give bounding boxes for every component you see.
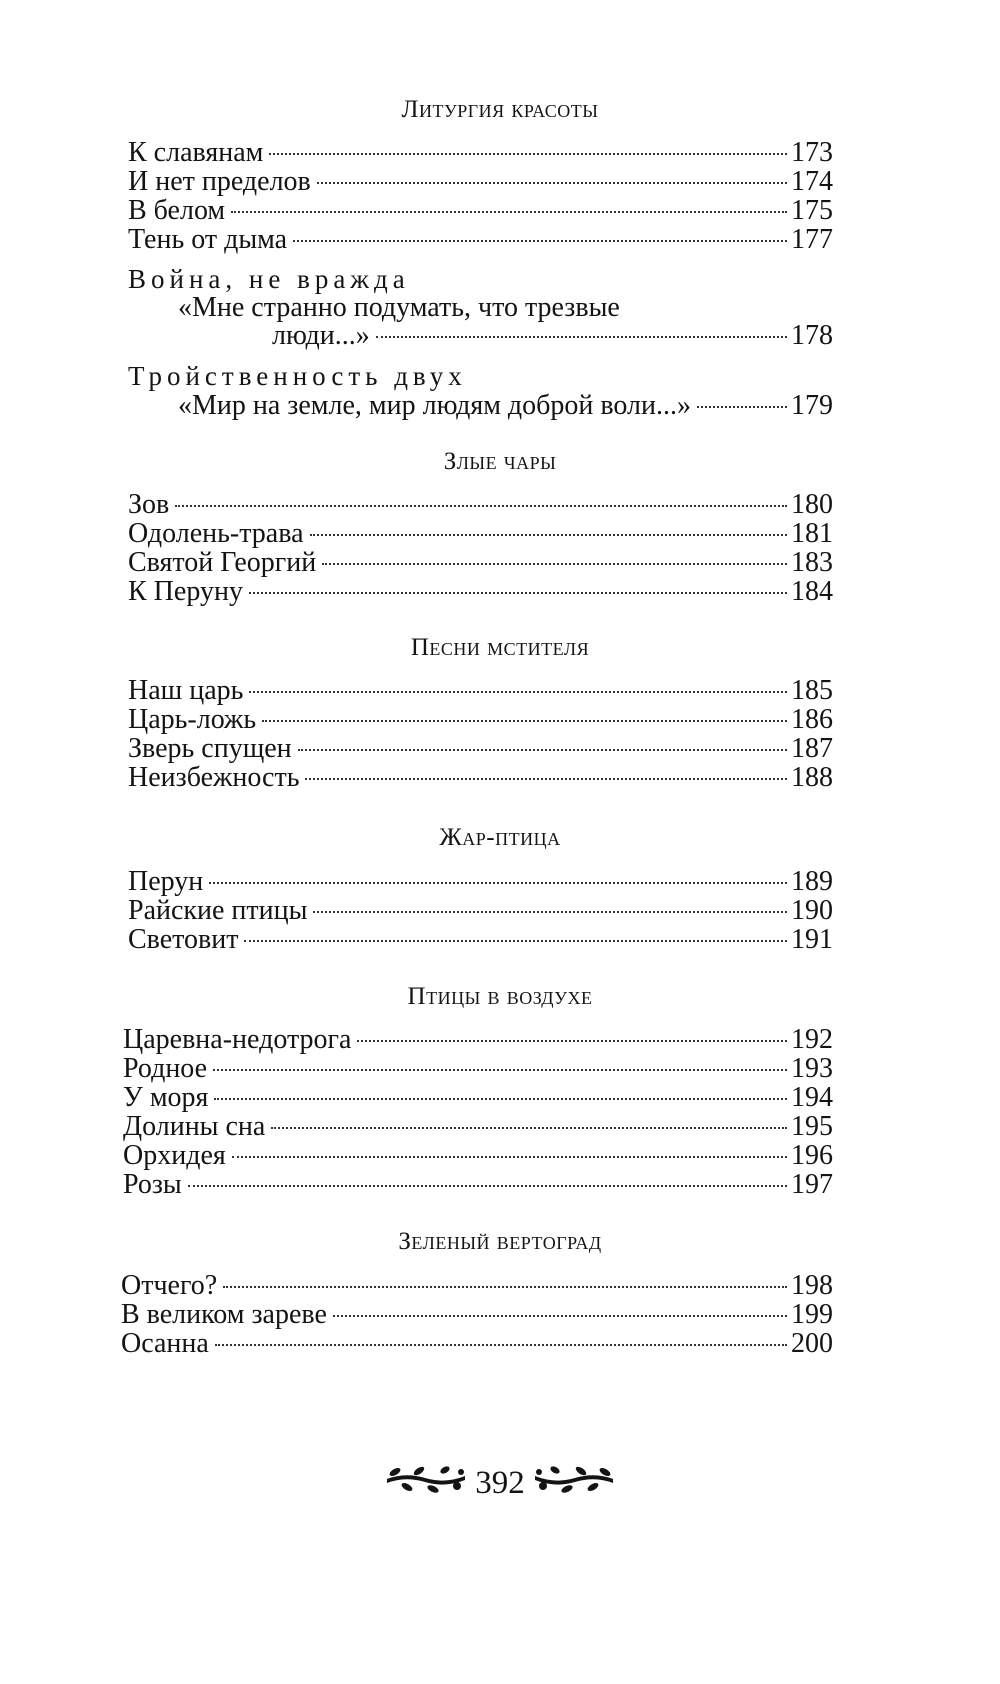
entry-title: И нет пределов (128, 166, 311, 197)
group-heading: Тройственность двух (128, 361, 467, 391)
toc-entry (128, 895, 833, 926)
toc-entry (123, 1053, 833, 1084)
toc-entry (121, 1270, 833, 1301)
toc-entry (128, 195, 833, 226)
entry-title: Орхидея (123, 1140, 226, 1171)
dot-leader (175, 505, 787, 507)
entry-title: Осанна (121, 1328, 209, 1359)
entry-title: Розы (123, 1169, 182, 1200)
toc-entry (128, 166, 833, 197)
entry-title: Святой Георгий (128, 547, 317, 578)
dot-leader (310, 534, 788, 536)
dot-leader (209, 882, 787, 884)
entry-page: 191 (791, 924, 833, 955)
toc-entry (123, 1024, 833, 1055)
entry-page: 193 (791, 1053, 833, 1084)
toc-entry (128, 866, 833, 897)
entry-page: 173 (791, 137, 833, 168)
entry-page: 185 (791, 675, 833, 706)
dot-leader (232, 1156, 787, 1158)
dot-leader (231, 211, 787, 213)
toc-entry (128, 137, 833, 168)
dot-leader (293, 240, 787, 242)
entry-page: 195 (791, 1111, 833, 1142)
poem-first-line: «Мне странно подумать, что трезвые (178, 292, 620, 323)
section-title: Песни мстителя (410, 634, 590, 661)
dot-leader (214, 1098, 787, 1100)
entry-title: Тень от дыма (128, 224, 288, 255)
entry-page: 189 (791, 866, 833, 897)
entry-page: 199 (791, 1299, 833, 1330)
entry-title: Зов (128, 489, 170, 520)
dot-leader (249, 691, 787, 693)
toc-entry (128, 518, 833, 549)
toc-entry (123, 1169, 833, 1200)
toc-entry (128, 489, 833, 520)
section-title: Литургия красоты (401, 96, 599, 123)
entry-title: Царевна-недотрога (123, 1024, 352, 1055)
entry-title: У моря (123, 1082, 209, 1113)
entry-title: Световит (128, 924, 239, 955)
entry-title: Неизбежность (128, 762, 300, 793)
entry-page: 197 (791, 1169, 833, 1200)
toc-entry (128, 733, 833, 764)
section-title: Зеленый вертоград (398, 1228, 602, 1255)
entry-title: Наш царь (128, 675, 244, 706)
entry-page: 190 (791, 895, 833, 926)
entry-page: 178 (791, 320, 833, 351)
dot-leader (271, 1127, 787, 1129)
entry-page: 184 (791, 576, 833, 607)
toc-entry (128, 675, 833, 706)
floral-ornament-left-icon (385, 1462, 467, 1505)
section-title: Птицы в воздухе (407, 983, 593, 1010)
entry-page: 177 (791, 224, 833, 255)
entry-title: Одолень-трава (128, 518, 304, 549)
entry-page: 198 (791, 1270, 833, 1301)
entry-page: 180 (791, 489, 833, 520)
floral-ornament-right-icon (533, 1462, 615, 1505)
toc-entry (128, 762, 833, 793)
dot-leader (213, 1069, 787, 1071)
dot-leader (357, 1040, 787, 1042)
dot-leader (269, 153, 787, 155)
dot-leader (244, 940, 787, 942)
entry-title: «Мир на земле, мир людям доброй воли...» (178, 390, 692, 421)
entry-title: Долины сна (123, 1111, 266, 1142)
entry-title: люди...» (272, 320, 370, 351)
entry-title: Перун (128, 866, 204, 897)
group-heading: Война, не вражда (128, 264, 410, 294)
dot-leader (697, 406, 787, 408)
section-title: Злые чары (443, 448, 557, 475)
toc-entry (128, 576, 833, 607)
entry-title: К Перуну (128, 576, 243, 607)
dot-leader (313, 911, 787, 913)
entry-title: Райские птицы (128, 895, 308, 926)
dot-leader (262, 720, 787, 722)
entry-page: 181 (791, 518, 833, 549)
section-title: Жар-птица (439, 824, 561, 851)
page-footer (0, 1462, 1000, 1505)
dot-leader (215, 1344, 787, 1346)
dot-leader (249, 592, 787, 594)
dot-leader (376, 336, 787, 338)
toc-entry (128, 704, 833, 735)
dot-leader (223, 1286, 787, 1288)
toc-entry (123, 1082, 833, 1113)
entry-title: Зверь спущен (128, 733, 292, 764)
entry-title: Отчего? (121, 1270, 218, 1301)
toc-entry (128, 924, 833, 955)
dot-leader (188, 1185, 787, 1187)
entry-page: 200 (791, 1328, 833, 1359)
entry-page: 186 (791, 704, 833, 735)
dot-leader (298, 749, 787, 751)
dot-leader (305, 778, 787, 780)
dot-leader (317, 182, 787, 184)
entry-page: 196 (791, 1140, 833, 1171)
dot-leader (333, 1315, 787, 1317)
toc-entry (121, 1299, 833, 1330)
entry-page: 187 (791, 733, 833, 764)
toc-entry (272, 320, 833, 351)
page-number: 392 (475, 1465, 525, 1501)
entry-title: В великом зареве (121, 1299, 327, 1330)
toc-entry (128, 547, 833, 578)
toc-entry (123, 1111, 833, 1142)
toc-entry (123, 1140, 833, 1171)
toc-entry (121, 1328, 833, 1359)
entry-page: 175 (791, 195, 833, 226)
entry-page: 183 (791, 547, 833, 578)
entry-page: 174 (791, 166, 833, 197)
entry-page: 194 (791, 1082, 833, 1113)
entry-title: Царь-ложь (128, 704, 257, 735)
entry-page: 179 (791, 390, 833, 421)
entry-title: Родное (123, 1053, 208, 1084)
dot-leader (322, 563, 787, 565)
entry-title: К славянам (128, 137, 264, 168)
toc-entry (178, 390, 833, 421)
entry-page: 188 (791, 762, 833, 793)
toc-entry (128, 224, 833, 255)
entry-page: 192 (791, 1024, 833, 1055)
entry-title: В белом (128, 195, 226, 226)
